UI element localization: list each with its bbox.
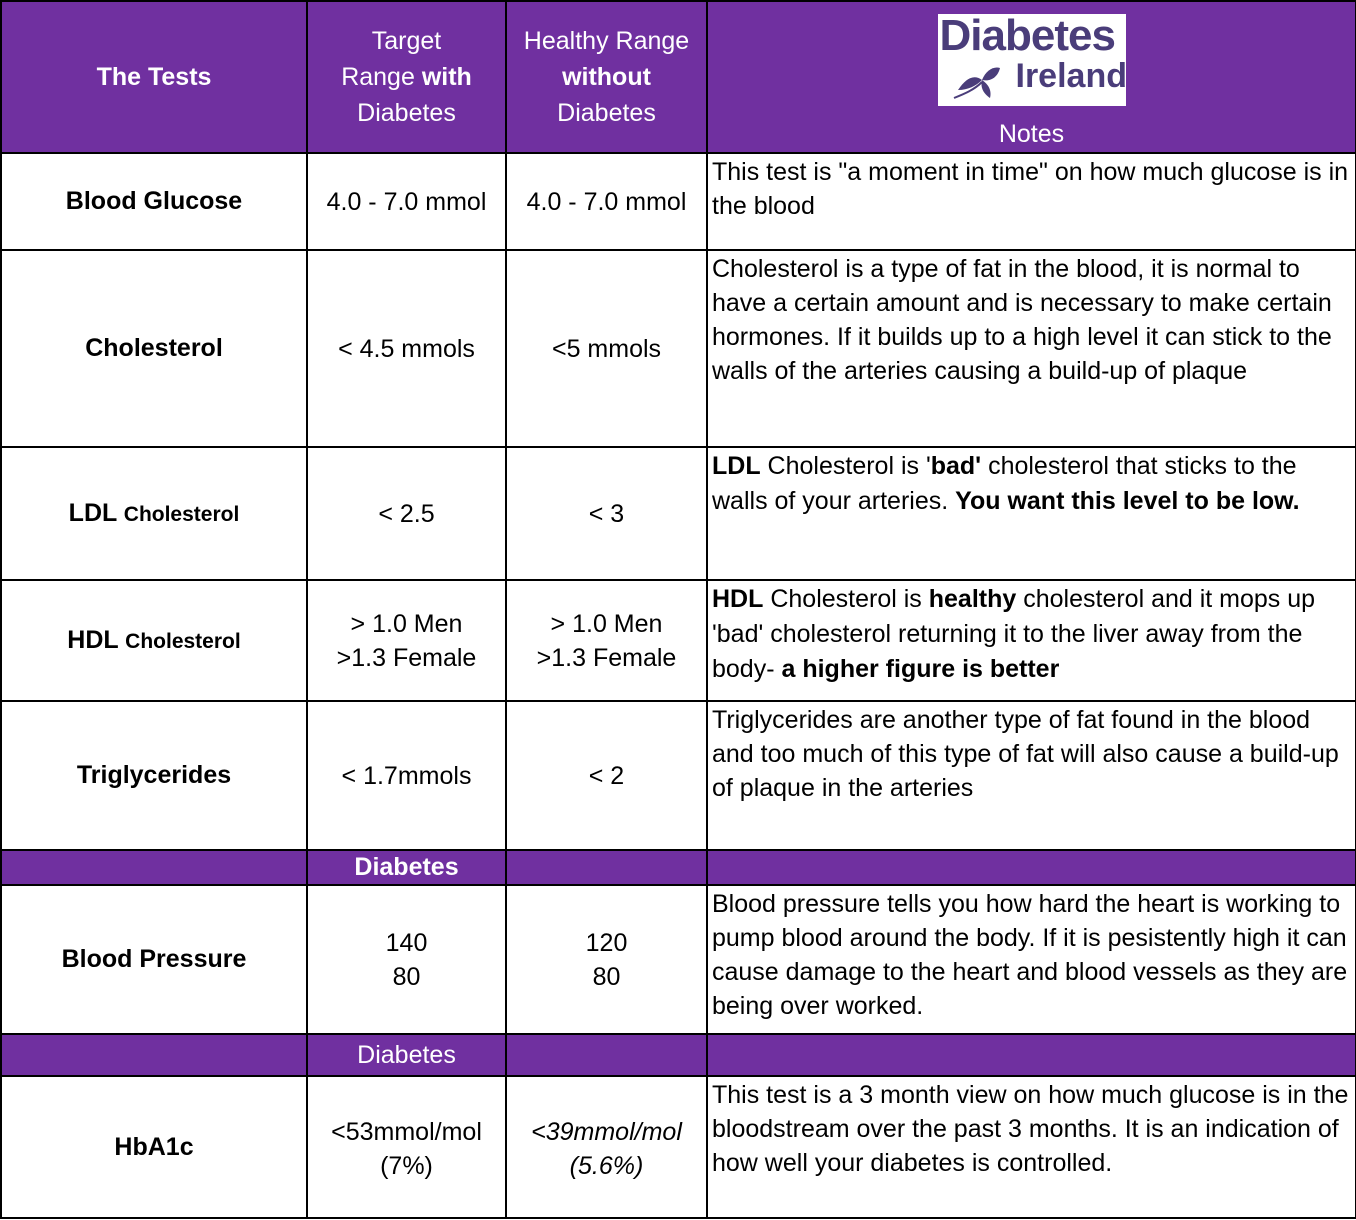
divider-cell — [1, 850, 307, 885]
divider-cell — [506, 850, 707, 885]
row-cholesterol — [1, 250, 1356, 447]
flower-icon — [952, 60, 1016, 102]
note-text: Blood pressure tells you how hard the heart is working to pump blood around the body. If it is pesistently high it can cause damage to the heart and blood vessels as they are being over worked. — [707, 885, 1356, 1034]
healthy-value: <39mmol/mol (5.6%) — [506, 1076, 707, 1218]
healthy-value: < 3 — [506, 447, 707, 580]
target-value: 140 80 — [307, 885, 506, 1034]
healthy-value: 4.0 - 7.0 mmol — [506, 153, 707, 250]
test-name: Blood Pressure — [1, 885, 307, 1034]
note-text: Cholesterol is a type of fat in the blood, it is normal to have a certain amount and is necessary to make certain hormones. If it builds up to a high level it can stick to the walls of the arteries causing a build-up of plaque — [707, 250, 1356, 447]
header-notes-label: Notes — [998, 120, 1065, 148]
target-value: < 2.5 — [307, 447, 506, 580]
note-text: Triglycerides are another type of fat found in the blood and too much of this type of fat will also cause a build-up of plaque in the arteries — [707, 701, 1356, 850]
row-triglycerides — [1, 701, 1356, 850]
healthy-value: <5 mmols — [506, 250, 707, 447]
test-name: LDL Cholesterol — [1, 447, 307, 580]
note-text: HDL Cholesterol is healthy cholesterol and it mops up 'bad' cholesterol returning it to the liver away from the body- a higher figure is better — [707, 580, 1356, 701]
divider-cell — [707, 1034, 1356, 1076]
note-text: This test is a 3 month view on how much glucose is in the bloodstream over the past 3 months. It is an indication of how well your diabetes is controlled. — [707, 1076, 1356, 1218]
test-name: HbA1c — [1, 1076, 307, 1218]
note-text: LDL Cholesterol is 'bad' cholesterol that sticks to the walls of your arteries. You want this level to be low. — [707, 447, 1356, 580]
row-blood-pressure — [1, 885, 1356, 1034]
header-row — [1, 1, 1356, 153]
header-notes — [707, 1, 1356, 153]
target-value: < 4.5 mmols — [307, 250, 506, 447]
row-hba1c — [1, 1076, 1356, 1218]
target-value: < 1.7mmols — [307, 701, 506, 850]
divider-row-hba1c — [1, 1034, 1356, 1076]
target-value: > 1.0 Men >1.3 Female — [307, 580, 506, 701]
header-tests: The Tests — [1, 1, 307, 153]
divider-row-bp — [1, 850, 1356, 885]
target-value: <53mmol/mol (7%) — [307, 1076, 506, 1218]
healthy-value: < 2 — [506, 701, 707, 850]
divider-label: Diabetes — [307, 850, 506, 885]
target-value: 4.0 - 7.0 mmol — [307, 153, 506, 250]
note-text: This test is "a moment in time" on how much glucose is in the blood — [707, 153, 1356, 250]
diabetes-ireland-logo: Diabetes Ireland — [938, 14, 1126, 106]
test-name: HDL Cholesterol — [1, 580, 307, 701]
row-ldl-cholesterol — [1, 447, 1356, 580]
healthy-value: > 1.0 Men >1.3 Female — [506, 580, 707, 701]
divider-label: Diabetes — [307, 1034, 506, 1076]
test-name: Cholesterol — [1, 250, 307, 447]
header-healthy-range: Healthy Range without Diabetes — [506, 1, 707, 153]
healthy-value: 120 80 — [506, 885, 707, 1034]
test-name: Blood Glucose — [1, 153, 307, 250]
test-name: Triglycerides — [1, 701, 307, 850]
divider-cell — [707, 850, 1356, 885]
header-target-range: Target Range with Diabetes — [307, 1, 506, 153]
divider-cell — [506, 1034, 707, 1076]
divider-cell — [1, 1034, 307, 1076]
row-blood-glucose — [1, 153, 1356, 250]
row-hdl-cholesterol — [1, 580, 1356, 701]
